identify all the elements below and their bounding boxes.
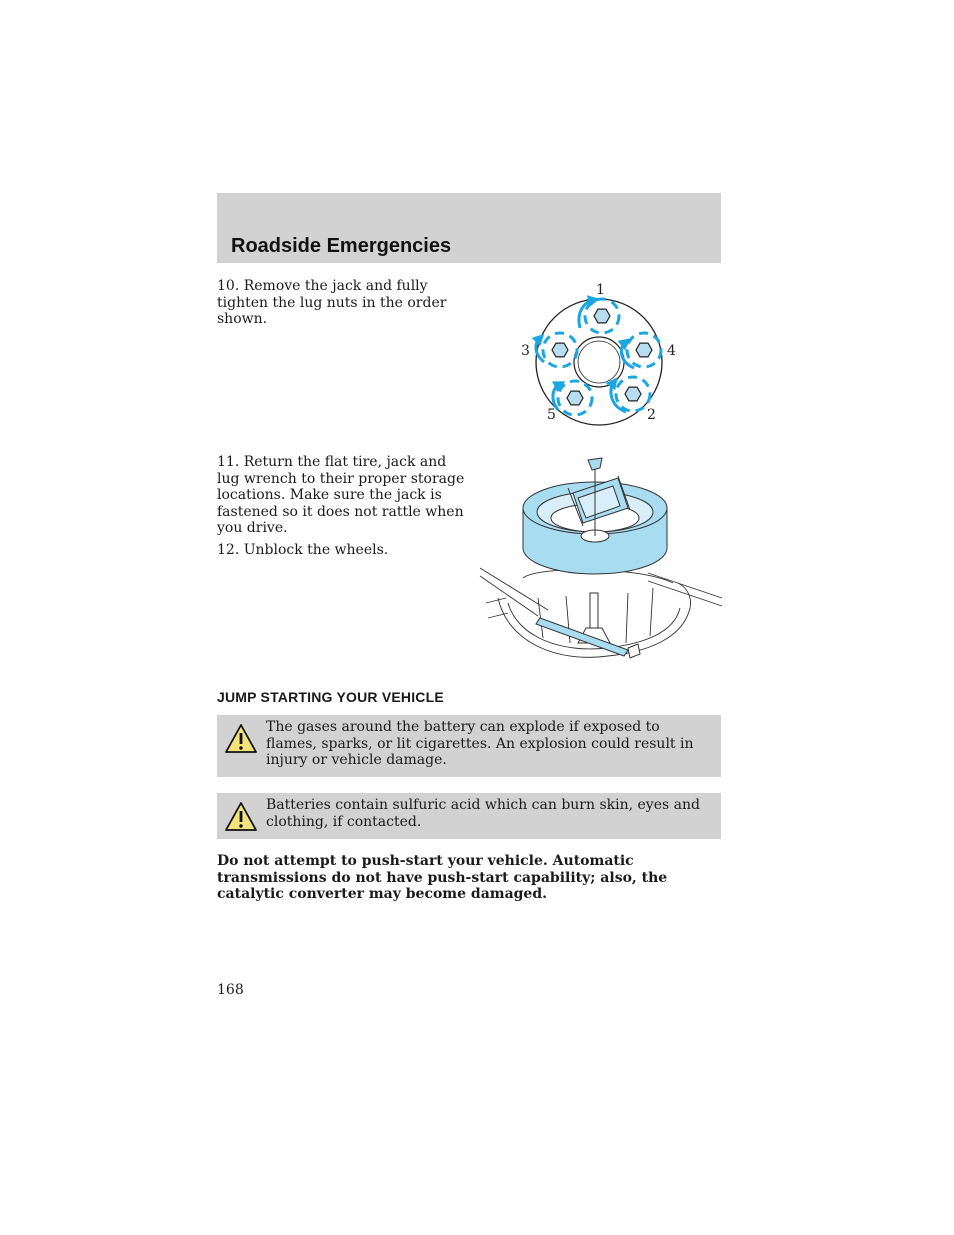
step-10-text: 10. Remove the jack and fully tighten the lug nuts in the order shown. xyxy=(217,278,447,327)
step-12-text: 12. Unblock the wheels. xyxy=(217,542,389,558)
warning-text: The gases around the battery can explode if exposed to flames, sparks, or lit cigarettes. An explosion could result in injury or vehicle damage. xyxy=(266,719,694,768)
center-bore xyxy=(574,337,624,387)
lug-label-1: 1 xyxy=(596,282,605,298)
push-start-note: Do not attempt to push-start your vehicle. Automatic transmissions do not have push-start capability; also, the catalytic converter may become damaged. xyxy=(217,853,668,902)
page-number: 168 xyxy=(217,982,244,998)
lug-nut-3 xyxy=(552,343,568,357)
lug-nut-5 xyxy=(567,391,583,405)
warning-triangle-icon xyxy=(224,801,258,833)
jack-and-wrench xyxy=(536,593,640,658)
battery-explosion-warning xyxy=(217,715,721,777)
lug-nut-order-figure xyxy=(510,276,690,428)
spare-tire-storage-figure xyxy=(478,448,724,674)
lug-label-3: 3 xyxy=(521,343,530,359)
warning-triangle-icon xyxy=(224,723,258,755)
lug-label-4: 4 xyxy=(667,343,676,359)
lug-nut-2 xyxy=(636,343,652,357)
step-11-text: 11. Return the flat tire, jack and lug wrench to their proper storage locations. Make sure the jack is fastened so it does not rattle when you drive. xyxy=(217,454,465,536)
lug-label-5: 5 xyxy=(547,407,556,423)
warning-text: Batteries contain sulfuric acid which can burn skin, eyes and clothing, if contacted. xyxy=(266,797,700,830)
sulfuric-acid-warning xyxy=(217,793,721,839)
header-band xyxy=(217,193,721,263)
lug-nut-1 xyxy=(594,309,610,323)
page-title: Roadside Emergencies xyxy=(231,235,452,257)
lug-nut-4 xyxy=(625,387,641,401)
jump-start-heading: JUMP STARTING YOUR VEHICLE xyxy=(217,689,444,705)
lug-label-2: 2 xyxy=(647,407,656,423)
